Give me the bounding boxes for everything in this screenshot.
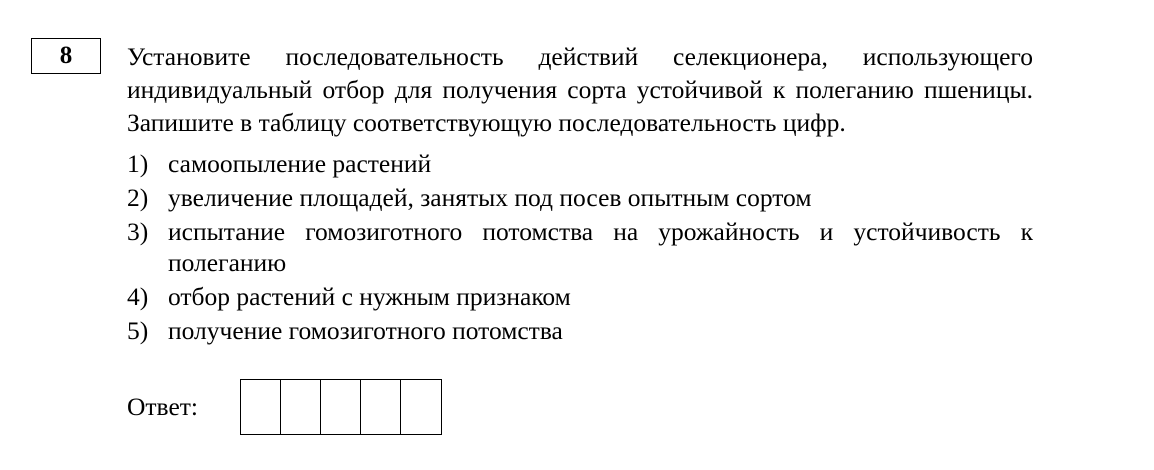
option-text: увеличение площадей, занятых под посев опытным сортом bbox=[168, 183, 812, 212]
option-item-5 bbox=[127, 315, 1033, 346]
option-number: 5) bbox=[127, 316, 149, 345]
answer-label: Ответ: bbox=[127, 392, 198, 421]
option-item-2 bbox=[127, 182, 1033, 213]
option-number: 1) bbox=[127, 149, 149, 178]
option-text: самоопыление растений bbox=[168, 149, 432, 178]
answer-cell-4[interactable] bbox=[361, 380, 401, 434]
question-prompt: Установите последовательность действий селекционера, использующего индивидуальный отбор для получения сорта устойчивой к полеганию пшеницы. Запишите в таблицу соответствующую последовательность цифр. bbox=[127, 42, 1033, 137]
answer-cell-1[interactable] bbox=[241, 380, 281, 434]
option-number: 4) bbox=[127, 282, 149, 311]
option-item-1 bbox=[127, 148, 1033, 179]
answer-cell-3[interactable] bbox=[321, 380, 361, 434]
question-number: 8 bbox=[59, 42, 73, 69]
question-number-box bbox=[31, 38, 101, 74]
option-number: 2) bbox=[127, 183, 149, 212]
answer-cell-2[interactable] bbox=[281, 380, 321, 434]
options-list bbox=[127, 148, 1033, 346]
question-content bbox=[127, 40, 1033, 349]
option-text: получение гомозиготного потомства bbox=[168, 316, 563, 345]
option-number: 3) bbox=[127, 217, 149, 246]
answer-table bbox=[240, 379, 442, 435]
answer-row bbox=[127, 379, 442, 435]
option-text: отбор растений с нужным признаком bbox=[168, 282, 571, 311]
option-item-3 bbox=[127, 216, 1033, 278]
answer-cell-5[interactable] bbox=[401, 380, 441, 434]
option-item-4 bbox=[127, 281, 1033, 312]
option-text: испытание гомозиготного потомства на урожайность и устойчивость к полеганию bbox=[168, 217, 1033, 277]
